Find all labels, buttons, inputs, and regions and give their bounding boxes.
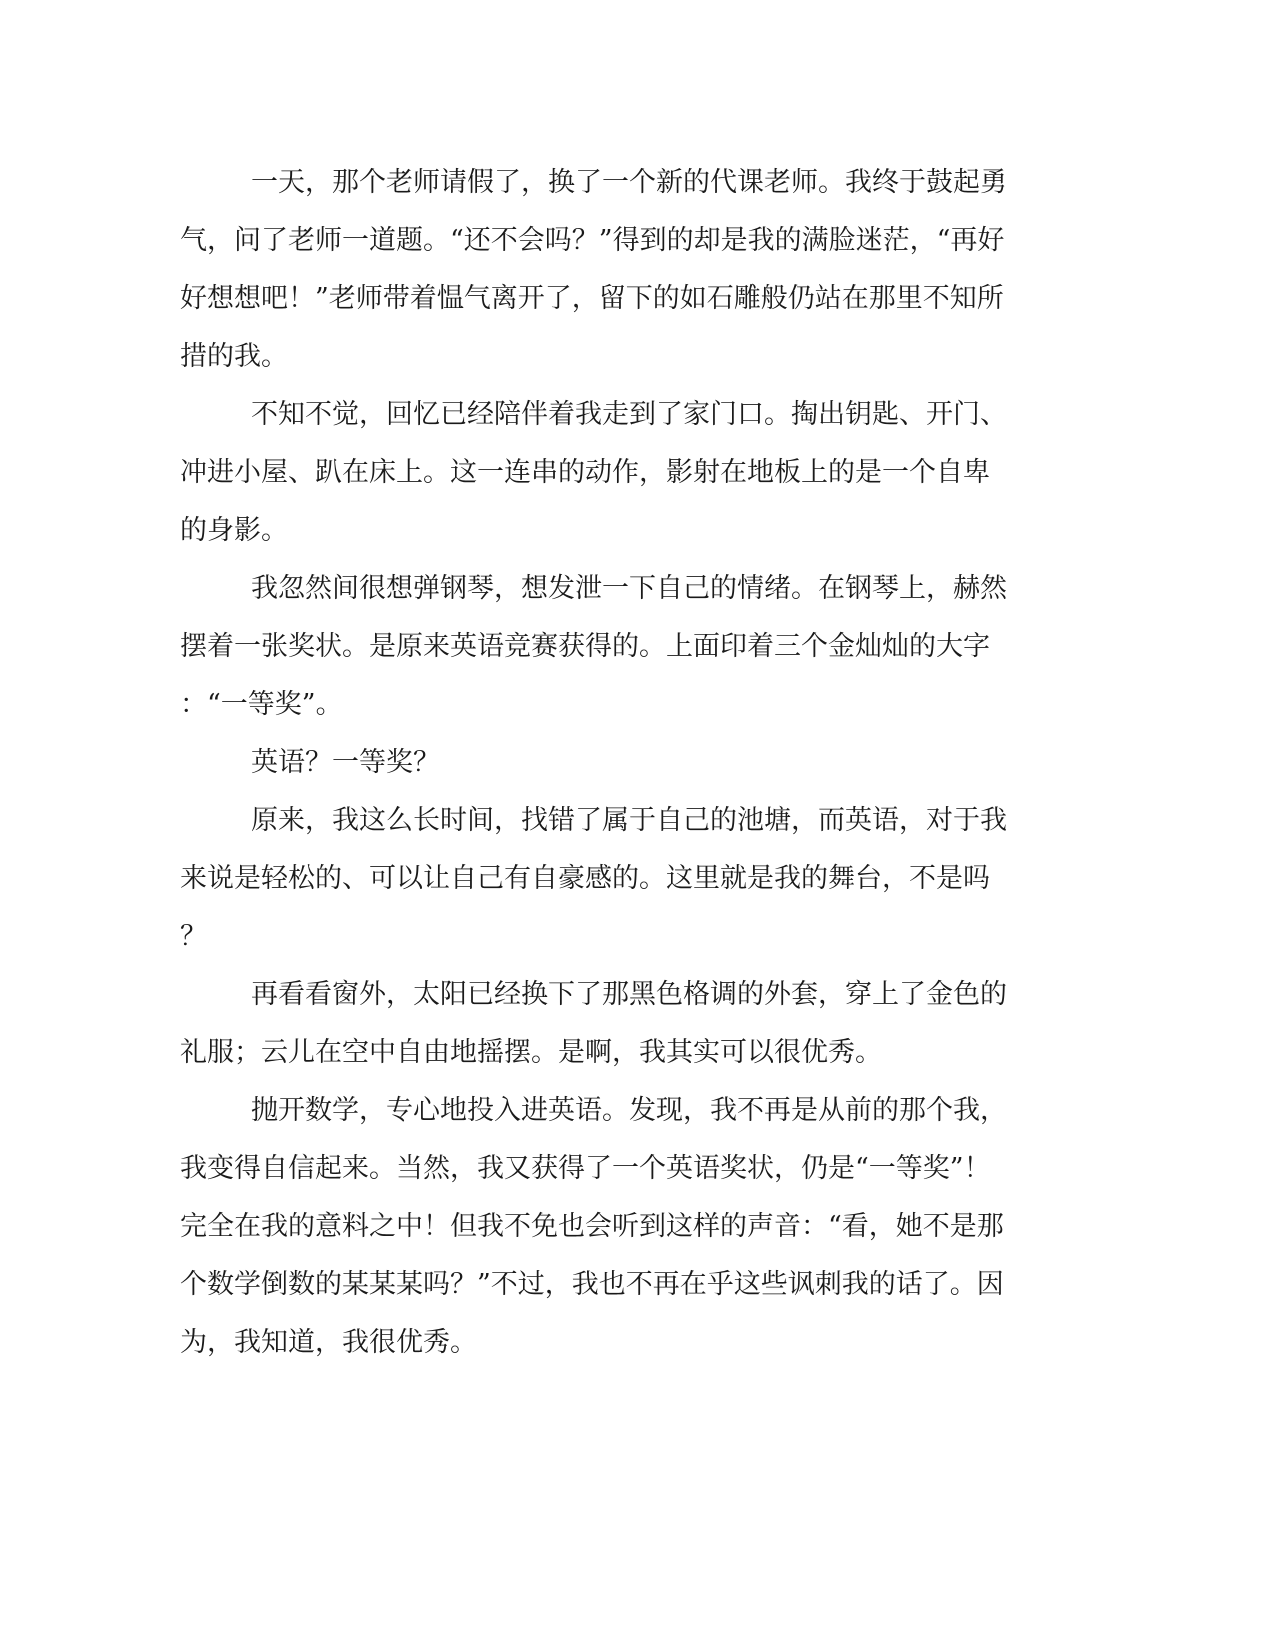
text-line: 的身影。 [180,515,288,546]
paragraph [180,966,1040,1082]
text-line: 完全在我的意料之中！但我不免也会听到这样的声音：“看，她不是那 [180,1211,1004,1242]
text-line: 为，我知道，我很优秀。 [180,1327,477,1358]
text-line: 一天，那个老师请假了，换了一个新的代课老师。我终于鼓起勇 [251,167,1007,198]
text-line: 措的我。 [180,341,288,372]
text-line: 摆着一张奖状。是原来英语竞赛获得的。上面印着三个金灿灿的大字 [180,631,990,662]
text-line: ：“一等奖”。 [180,689,343,720]
text-line: 原来，我这么长时间，找错了属于自己的池塘，而英语，对于我 [251,805,1007,836]
paragraph [180,386,1040,560]
text-line: 个数学倒数的某某某吗？”不过，我也不再在乎这些讽刺我的话了。因 [180,1269,1004,1300]
text-line: 我忽然间很想弹钢琴，想发泄一下自己的情绪。在钢琴上，赫然 [251,573,1007,604]
paragraph [180,154,1040,386]
paragraph [180,1082,1040,1372]
paragraph [180,560,1040,734]
text-line: 冲进小屋、趴在床上。这一连串的动作，影射在地板上的是一个自卑 [180,457,990,488]
text-line: 好想想吧！”老师带着愠气离开了，留下的如石雕般仍站在那里不知所 [180,283,1004,314]
text-line: 来说是轻松的、可以让自己有自豪感的。这里就是我的舞台，不是吗 [180,863,990,894]
text-line: 英语？一等奖？ [251,747,440,778]
paragraph [180,792,1040,966]
text-line: 再看看窗外，太阳已经换下了那黑色格调的外套，穿上了金色的 [251,979,1007,1010]
text-line: 我变得自信起来。当然，我又获得了一个英语奖状，仍是“一等奖”！ [180,1153,991,1184]
text-line: 礼服；云儿在空中自由地摇摆。是啊，我其实可以很优秀。 [180,1037,882,1068]
text-line: ？ [180,921,207,952]
document-body [180,154,1040,1372]
paragraph [180,734,1040,792]
text-line: 抛开数学，专心地投入进英语。发现，我不再是从前的那个我， [251,1095,1007,1126]
text-line: 气，问了老师一道题。“还不会吗？”得到的却是我的满脸迷茫，“再好 [180,225,1005,256]
text-line: 不知不觉，回忆已经陪伴着我走到了家门口。掏出钥匙、开门、 [251,399,1007,430]
